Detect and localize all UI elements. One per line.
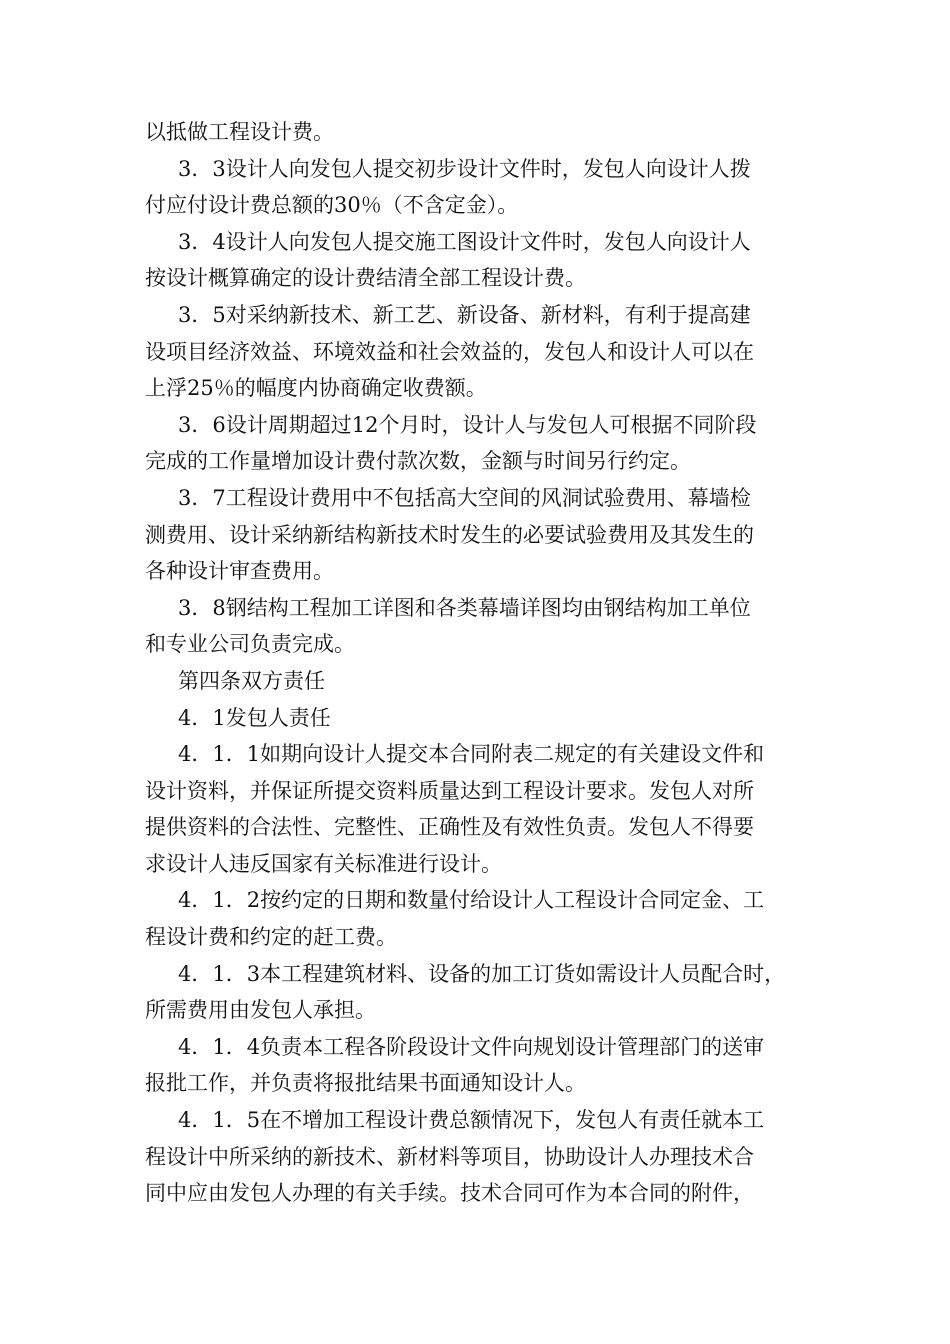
text-line: 程设计中所采纳的新技术、新材料等项目，协助设计人办理技术合: [145, 1144, 754, 1169]
text-line: 4．1．3本工程建筑材料、设备的加工订货如需设计人员配合时，: [178, 961, 786, 986]
text-line: 提供资料的合法性、完整性、正确性及有效性负责。发包人不得要: [145, 815, 754, 840]
text-line: 按设计概算确定的设计费结清全部工程设计费。: [145, 266, 586, 291]
text-line: 3．4设计人向发包人提交施工图设计文件时，发包人向设计人: [178, 229, 751, 254]
text-line: 3．3设计人向发包人提交初步设计文件时，发包人向设计人拨: [178, 156, 751, 181]
text-line: 求设计人违反国家有关标准进行设计。: [145, 851, 502, 876]
text-line: 同中应由发包人办理的有关手续。技术合同可作为本合同的附件，: [145, 1181, 754, 1206]
text-line: 设项目经济效益、环境效益和社会效益的，发包人和设计人可以在: [145, 339, 754, 364]
document-body: [145, 114, 835, 1212]
text-line: 3．5对采纳新技术、新工艺、新设备、新材料，有利于提高建: [178, 302, 751, 327]
text-line: 上浮25％的幅度内协商确定收费额。: [145, 376, 487, 401]
text-line: 4．1．2按约定的日期和数量付给设计人工程设计合同定金、工: [178, 888, 765, 913]
text-line: 3．6设计周期超过12个月时，设计人与发包人可根据不同阶段: [178, 412, 757, 437]
text-line: 完成的工作量增加设计费付款次数，金额与时间另行约定。: [145, 449, 691, 474]
text-line: 各种设计审查费用。: [145, 559, 334, 584]
text-line: 付应付设计费总额的30％（不含定金）。: [145, 193, 519, 218]
text-line: 4．1．5在不增加工程设计费总额情况下，发包人有责任就本工: [178, 1108, 765, 1133]
text-line: 以抵做工程设计费。: [145, 120, 334, 144]
text-line: 和专业公司负责完成。: [145, 632, 355, 657]
text-line: 4．1．4负责本工程各阶段设计文件向规划设计管理部门的送审: [178, 1034, 765, 1059]
text-line: 3．7工程设计费用中不包括高大空间的风洞试验费用、幕墙检: [178, 485, 751, 510]
text-line: 设计资料，并保证所提交资料质量达到工程设计要求。发包人对所: [145, 778, 754, 803]
text-line: 报批工作，并负责将报批结果书面通知设计人。: [145, 1071, 586, 1096]
text-line: 3．8钢结构工程加工详图和各类幕墙详图均由钢结构加工单位: [178, 595, 751, 620]
text-line: 4．1．1如期向设计人提交本合同附表二规定的有关建设文件和: [178, 742, 765, 767]
text-line: 所需费用由发包人承担。: [145, 998, 376, 1023]
text-line: 测费用、设计采纳新结构新技术时发生的必要试验费用及其发生的: [145, 522, 754, 547]
subsection-heading: 4．1发包人责任: [178, 705, 331, 730]
section-heading: 第四条双方责任: [178, 668, 325, 693]
text-line: 程设计费和约定的赶工费。: [145, 925, 397, 950]
